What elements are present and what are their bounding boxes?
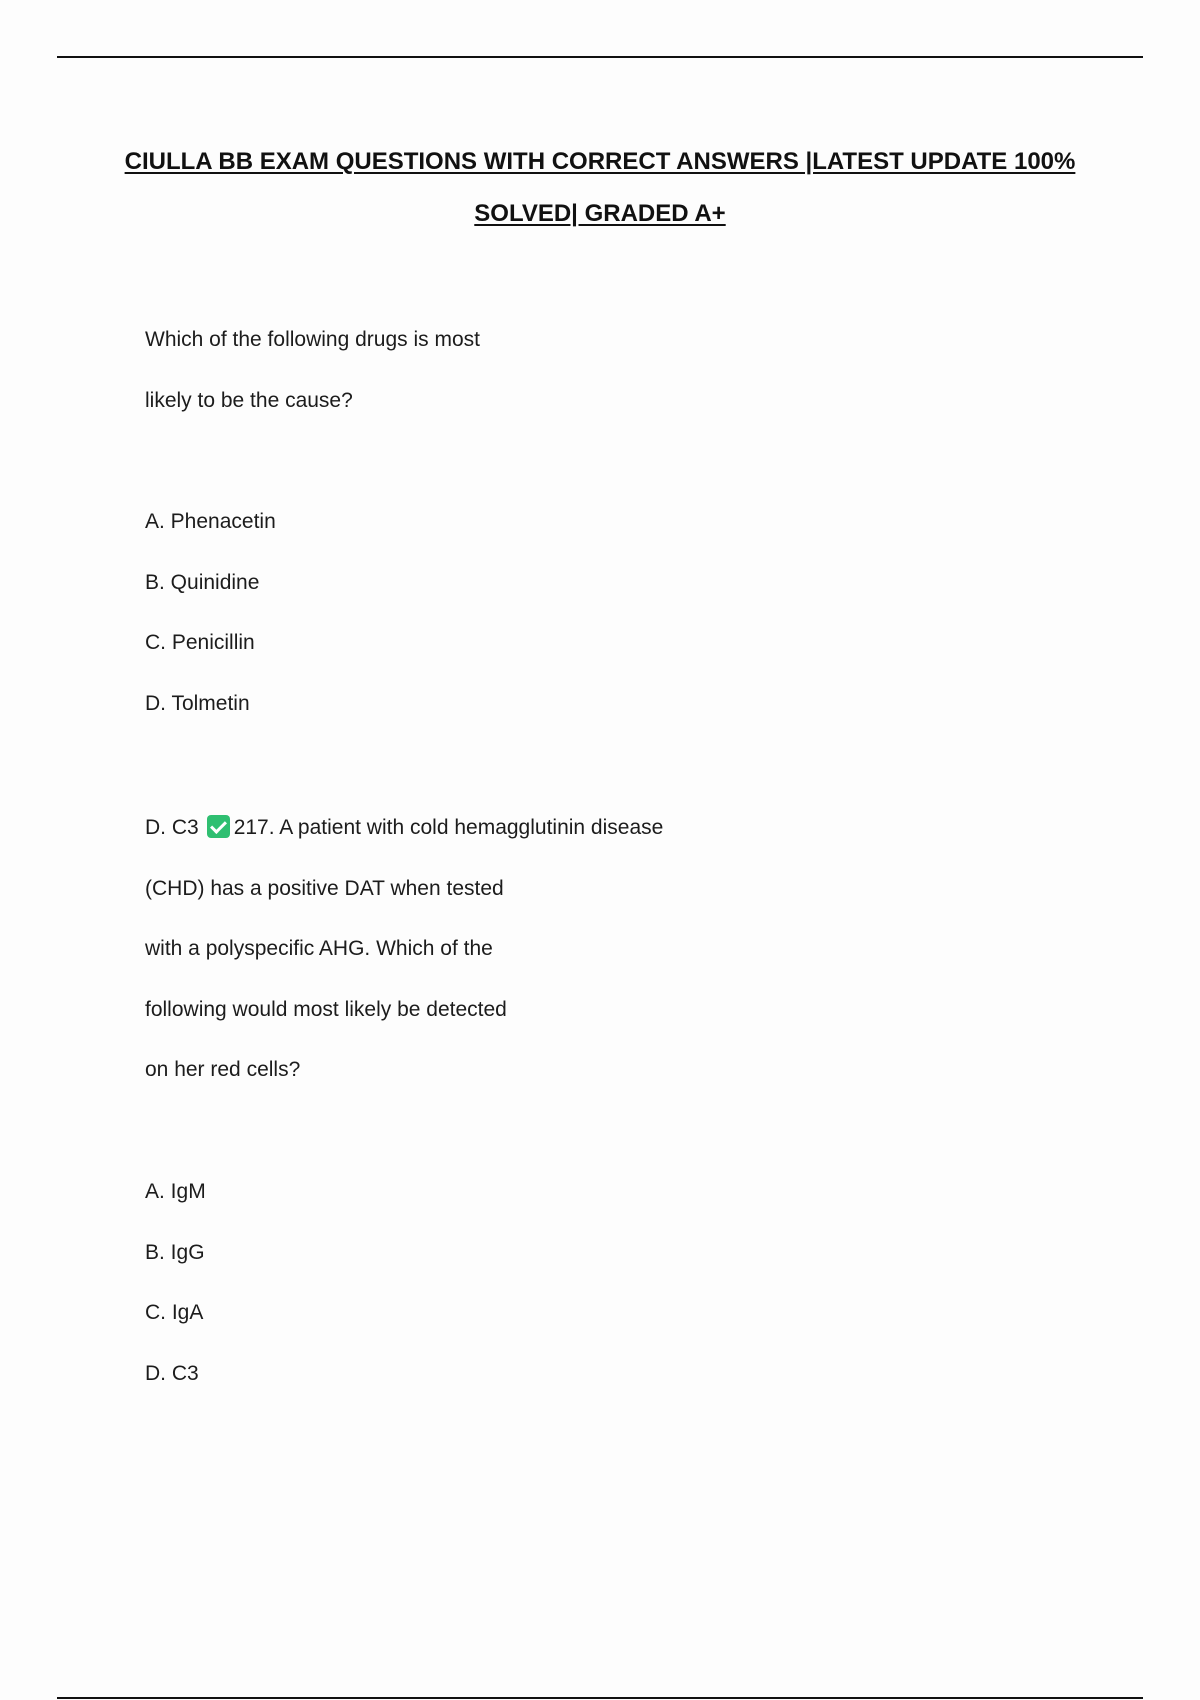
top-rule (57, 56, 1143, 58)
check-mark-icon (207, 815, 230, 838)
question-2-option-d: D. C3 (145, 1362, 199, 1385)
question-2-stem-line-2: with a polyspecific AHG. Which of the (145, 937, 493, 960)
question-1-stem-line-1: Which of the following drugs is most (145, 328, 480, 351)
question-2-option-b: B. IgG (145, 1241, 205, 1264)
question-2-option-c: C. IgA (145, 1301, 204, 1324)
question-1-stem-line-2: likely to be the cause? (145, 389, 353, 412)
bottom-rule (57, 1697, 1143, 1699)
question-1-option-c: C. Penicillin (145, 631, 255, 654)
document-title-line-1: CIULLA BB EXAM QUESTIONS WITH CORRECT ANSWERS |LATEST UPDATE 100% (124, 148, 1076, 175)
document-title-line-2: SOLVED| GRADED A+ (474, 200, 726, 227)
question-1-option-b: B. Quinidine (145, 571, 260, 594)
answer-line (145, 815, 663, 841)
question-2-stem-line-1: (CHD) has a positive DAT when tested (145, 877, 504, 900)
question-2-stem-line-4: on her red cells? (145, 1058, 301, 1081)
question-1-option-d: D. Tolmetin (145, 692, 250, 715)
question-2-stem-line-3: following would most likely be detected (145, 998, 507, 1021)
answer-text: D. C3 (145, 816, 199, 839)
question-1-option-a: A. Phenacetin (145, 510, 276, 533)
question-2-stem-start: 217. A patient with cold hemagglutinin disease (233, 816, 664, 839)
question-2-option-a: A. IgM (145, 1180, 206, 1203)
